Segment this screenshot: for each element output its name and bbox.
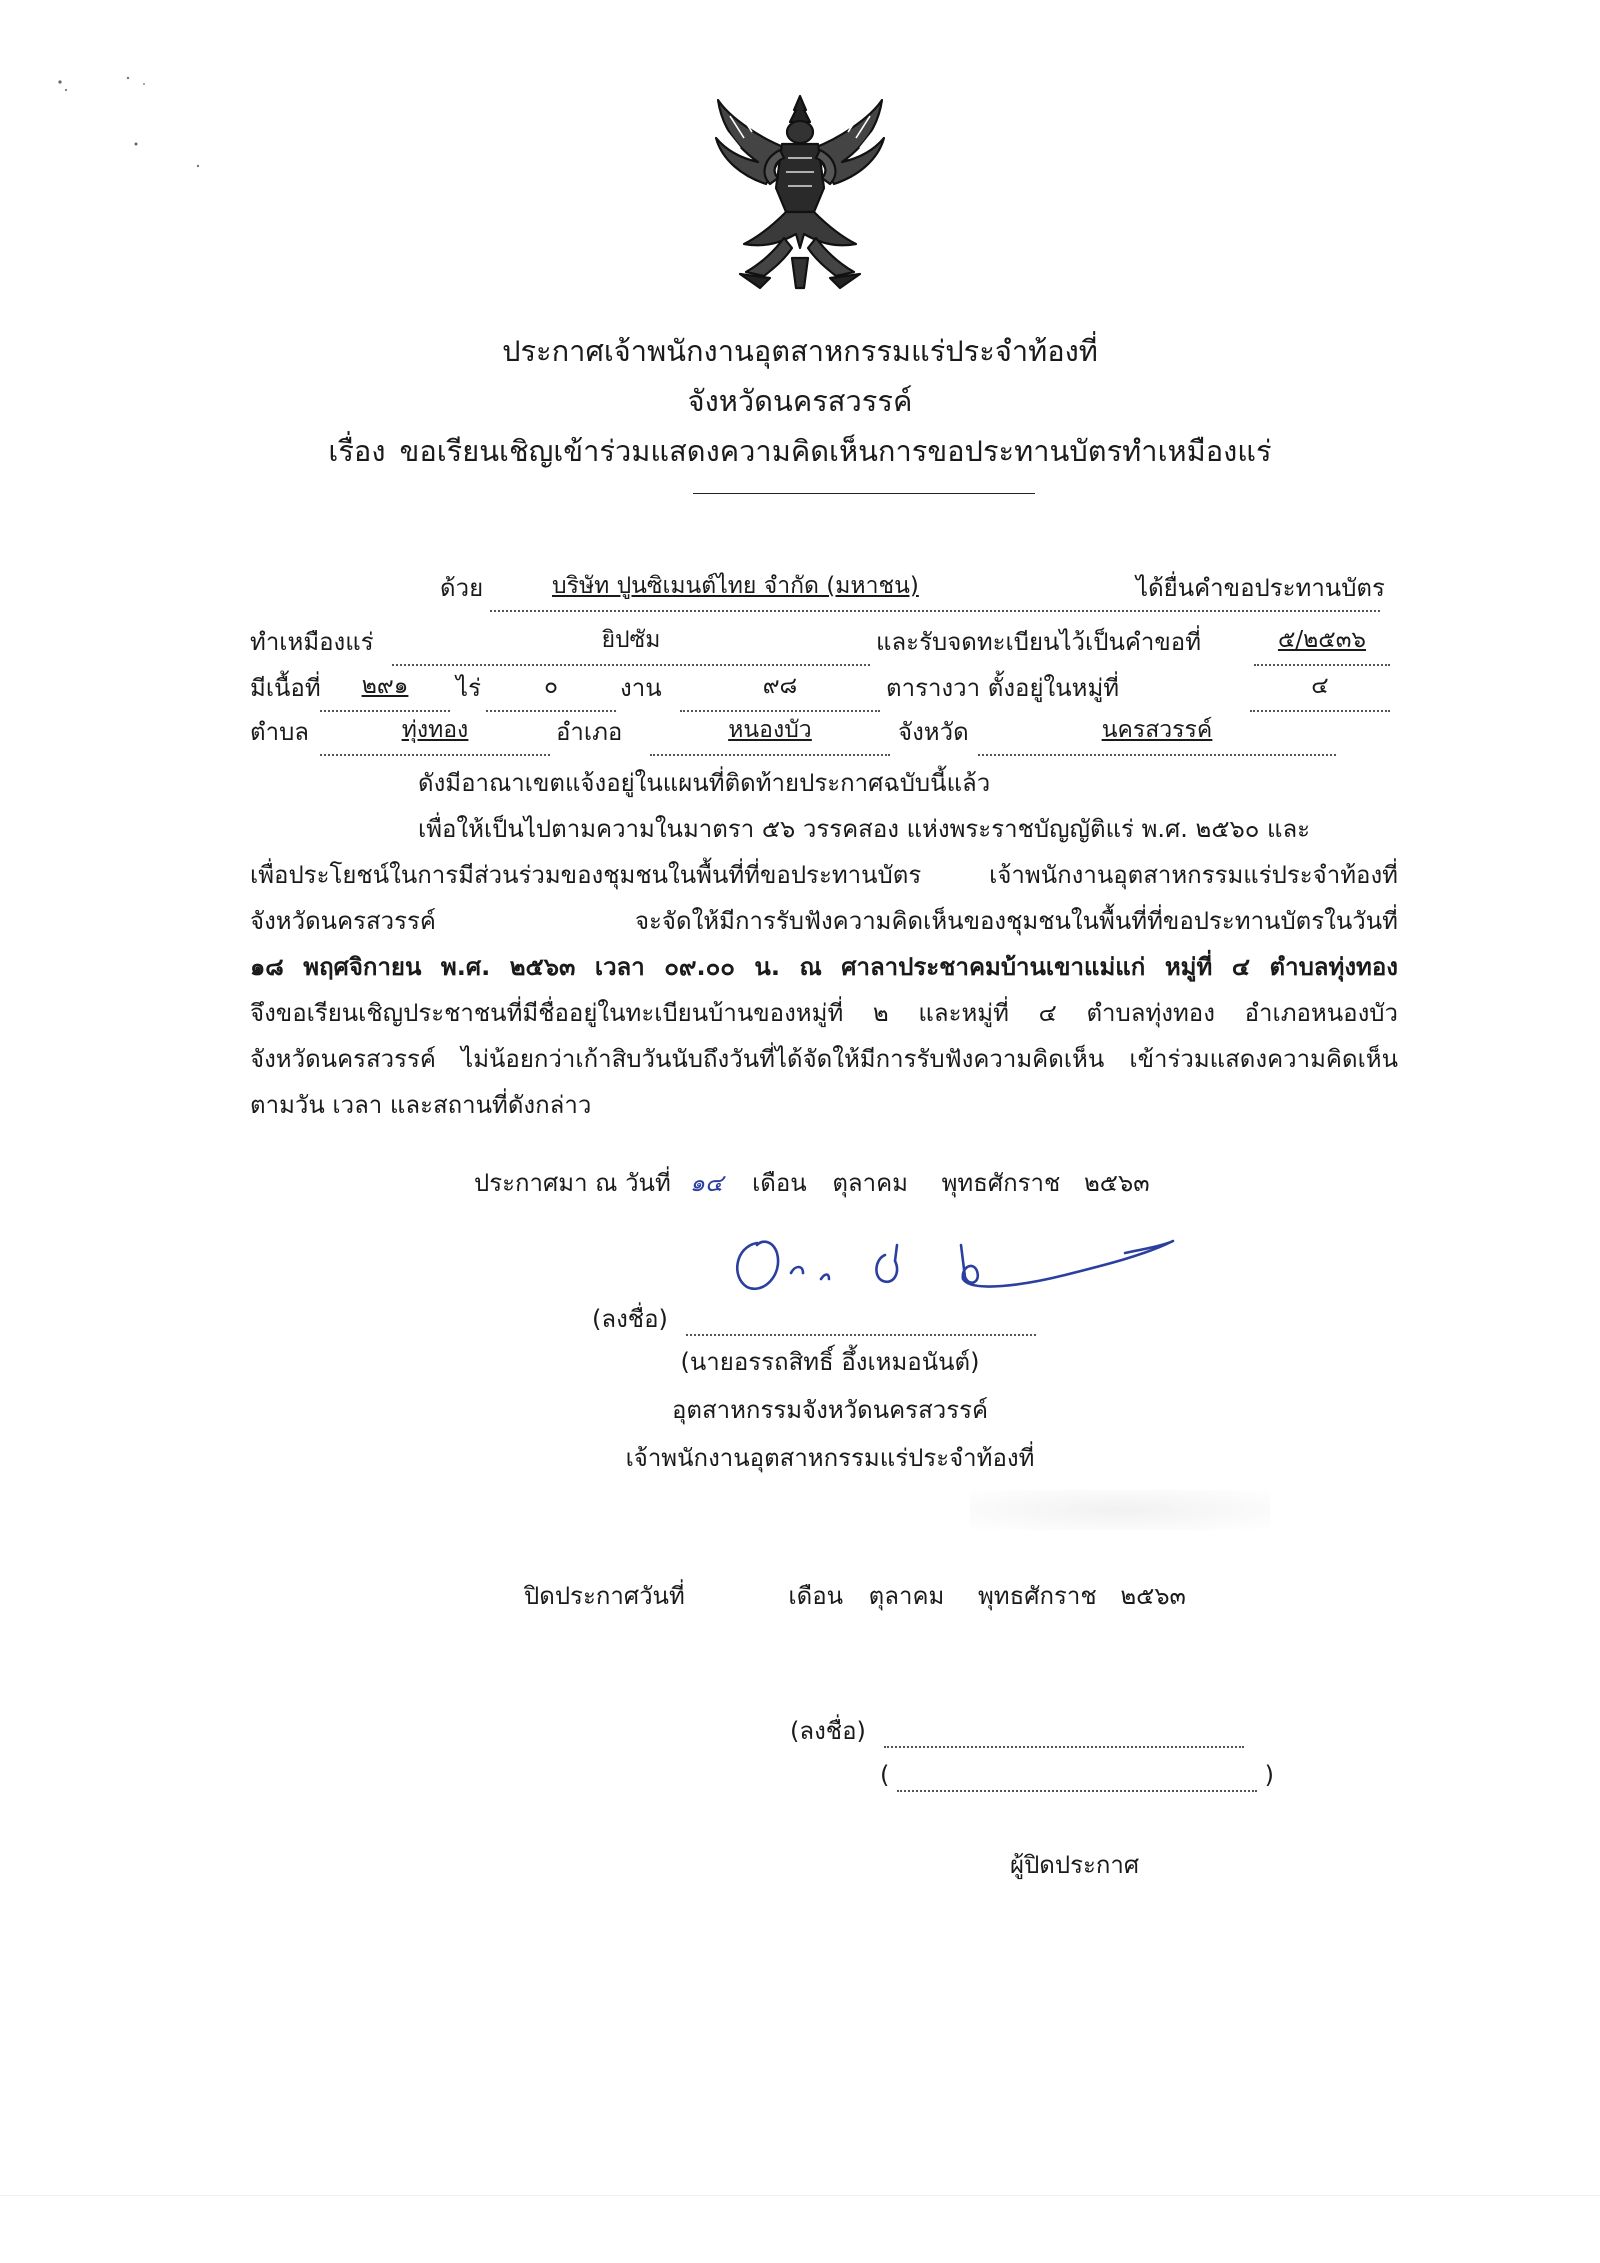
announce-day: ๑๔ — [689, 1169, 724, 1197]
fill-wa — [680, 666, 880, 712]
form-row-4 — [250, 710, 1390, 754]
poster-paren-open: ( — [880, 1761, 890, 1789]
header-line-1: ประกาศเจ้าพนักงานอุตสาหกรรมแร่ประจำท้องที่ — [502, 334, 1098, 368]
posting-date-line — [524, 1573, 1186, 1619]
posting-year-label: พุทธศักราช — [977, 1582, 1097, 1610]
announce-year-label: พุทธศักราช — [941, 1169, 1061, 1197]
label-ngan: งาน — [620, 674, 662, 702]
body-text — [250, 760, 1398, 1128]
label-amphoe: อำเภอ — [556, 718, 623, 746]
fill-province — [978, 710, 1336, 756]
body-line-4: จังหวัดนครสวรรค์ จะจัดให้มีการรับฟังความคิดเห็นของชุมชนในพื้นที่ที่ขอประทานบัตรในวันที่ — [250, 907, 1398, 935]
signatory-dotted-line — [686, 1304, 1036, 1336]
body-line-2: เพื่อให้เป็นไปตามความในมาตรา ๕๖ วรรคสอง แห่งพระราชบัญญัติแร่ พ.ศ. ๒๕๖๐ และ — [418, 815, 1311, 843]
posting-year: ๒๕๖๓ — [1120, 1582, 1186, 1610]
fill-tambon — [320, 710, 550, 756]
label-province: จังหวัด — [898, 718, 969, 746]
mineral: ยิปซัม — [601, 627, 661, 653]
body-line-1: ดังมีอาณาเขตแจ้งอยู่ในแผนที่ติดท้ายประกาศฉบับนี้แล้ว — [418, 769, 991, 797]
province-value: นครสวรรค์ — [1101, 717, 1213, 743]
body-line-7: จังหวัดนครสวรรค์ ไม่น้อยกว่าเก้าสิบวันนับถึงวันที่ได้จัดให้มีการรับฟังความคิดเห็น เข้าร่วมแสดงความคิดเห็น — [250, 1045, 1398, 1073]
signatory-title-2: เจ้าพนักงานอุตสาหกรรมแร่ประจำท้องที่ — [625, 1444, 1035, 1472]
announce-month-label: เดือน — [752, 1169, 807, 1197]
scan-shadow — [970, 1490, 1270, 1530]
poster-name-dotted — [897, 1760, 1257, 1792]
header-divider — [693, 493, 1035, 494]
fill-ngan — [486, 666, 616, 712]
form-row-1 — [250, 566, 1390, 610]
fill-rai — [320, 666, 450, 712]
request-no: ๕/๒๕๓๖ — [1277, 627, 1367, 653]
garuda-emblem-icon — [700, 88, 900, 296]
page-bottom-edge — [0, 2195, 1600, 2196]
signatory-name: (นายอรรถสิทธิ์ อึ้งเหมอนันต์) — [680, 1348, 980, 1376]
fill-mineral — [392, 620, 870, 666]
body-line-6: จึงขอเรียนเชิญประชาชนที่มีชื่ออยู่ในทะเบียนบ้านของหมู่ที่ ๒ และหมู่ที่ ๔ ตำบลทุ่งทอง อำเภอหนองบัว — [250, 999, 1398, 1027]
tambon-value: ทุ่งทอง — [401, 717, 469, 743]
poster-name-line — [880, 1752, 1274, 1798]
body-line-3: เพื่อประโยชน์ในการมีส่วนร่วมของชุมชนในพื้นที่ที่ขอประทานบัตร เจ้าพนักงานอุตสาหกรรมแร่ประจำท้องที่ — [250, 861, 1398, 889]
announce-month: ตุลาคม — [832, 1169, 908, 1197]
posting-label: ปิดประกาศวันที่ — [524, 1582, 685, 1610]
announce-date-line — [474, 1160, 1150, 1206]
poster-sign-line — [790, 1708, 1244, 1754]
signatory-sign-line — [592, 1296, 1036, 1342]
form-row-3 — [250, 666, 1390, 710]
label-registered: และรับจดทะเบียนไว้เป็นคำขอที่ — [876, 628, 1202, 656]
fill-moo — [1250, 666, 1390, 712]
label-mining: ทำเหมืองแร่ — [250, 628, 374, 656]
announce-year: ๒๕๖๓ — [1083, 1169, 1150, 1197]
posting-month-label: เดือน — [788, 1582, 844, 1610]
amphoe-value: หนองบัว — [728, 717, 812, 743]
announce-label: ประกาศมา ณ วันที่ — [474, 1169, 671, 1197]
body-line-5: ๑๘ พฤศจิกายน พ.ศ. ๒๕๖๓ เวลา ๐๙.๐๐ น. ณ ศาลาประชาคมบ้านเขาแม่แก่ หมู่ที่ ๔ ตำบลทุ่งทอง — [250, 953, 1398, 981]
label-area: มีเนื้อที่ — [250, 674, 321, 702]
header-line-2: จังหวัดนครสวรรค์ — [687, 384, 913, 418]
fill-amphoe — [650, 710, 890, 756]
label-wa: ตารางวา ตั้งอยู่ในหมู่ที่ — [886, 674, 1120, 702]
subject-text: ขอเรียนเชิญเข้าร่วมแสดงความคิดเห็นการขอประทานบัตรทำเหมืองแร่ — [399, 434, 1272, 468]
posting-month: ตุลาคม — [868, 1582, 945, 1610]
poster-title: ผู้ปิดประกาศ — [1010, 1851, 1140, 1879]
ngan-value: ๐ — [543, 673, 559, 699]
poster-sign-label: (ลงชื่อ) — [790, 1717, 866, 1745]
header-subject — [0, 426, 1600, 476]
label-submitted: ได้ยื่นคำขอประทานบัตร — [1132, 566, 1385, 610]
scan-specks — [40, 60, 220, 200]
poster-dotted-line — [884, 1716, 1244, 1748]
label-by: ด้วย — [440, 574, 484, 602]
moo-value: ๔ — [1311, 673, 1329, 699]
label-tambon: ตำบล — [250, 718, 310, 746]
label-rai: ไร่ — [456, 674, 481, 702]
signatory-title-1: อุตสาหกรรมจังหวัดนครสวรรค์ — [671, 1396, 989, 1424]
company-name: บริษัท ปูนซิเมนต์ไทย จำกัด (มหาชน) — [552, 573, 919, 599]
subject-label: เรื่อง — [328, 434, 386, 468]
wa-value: ๙๘ — [762, 673, 798, 699]
poster-paren-close: ) — [1264, 1761, 1275, 1789]
signatory-sign-label: (ลงชื่อ) — [592, 1305, 668, 1333]
rai-value: ๒๙๑ — [361, 673, 409, 699]
fill-request-no — [1254, 620, 1390, 666]
form-row-2 — [250, 620, 1390, 664]
body-line-8: ตามวัน เวลา และสถานที่ดังกล่าว — [250, 1091, 592, 1119]
